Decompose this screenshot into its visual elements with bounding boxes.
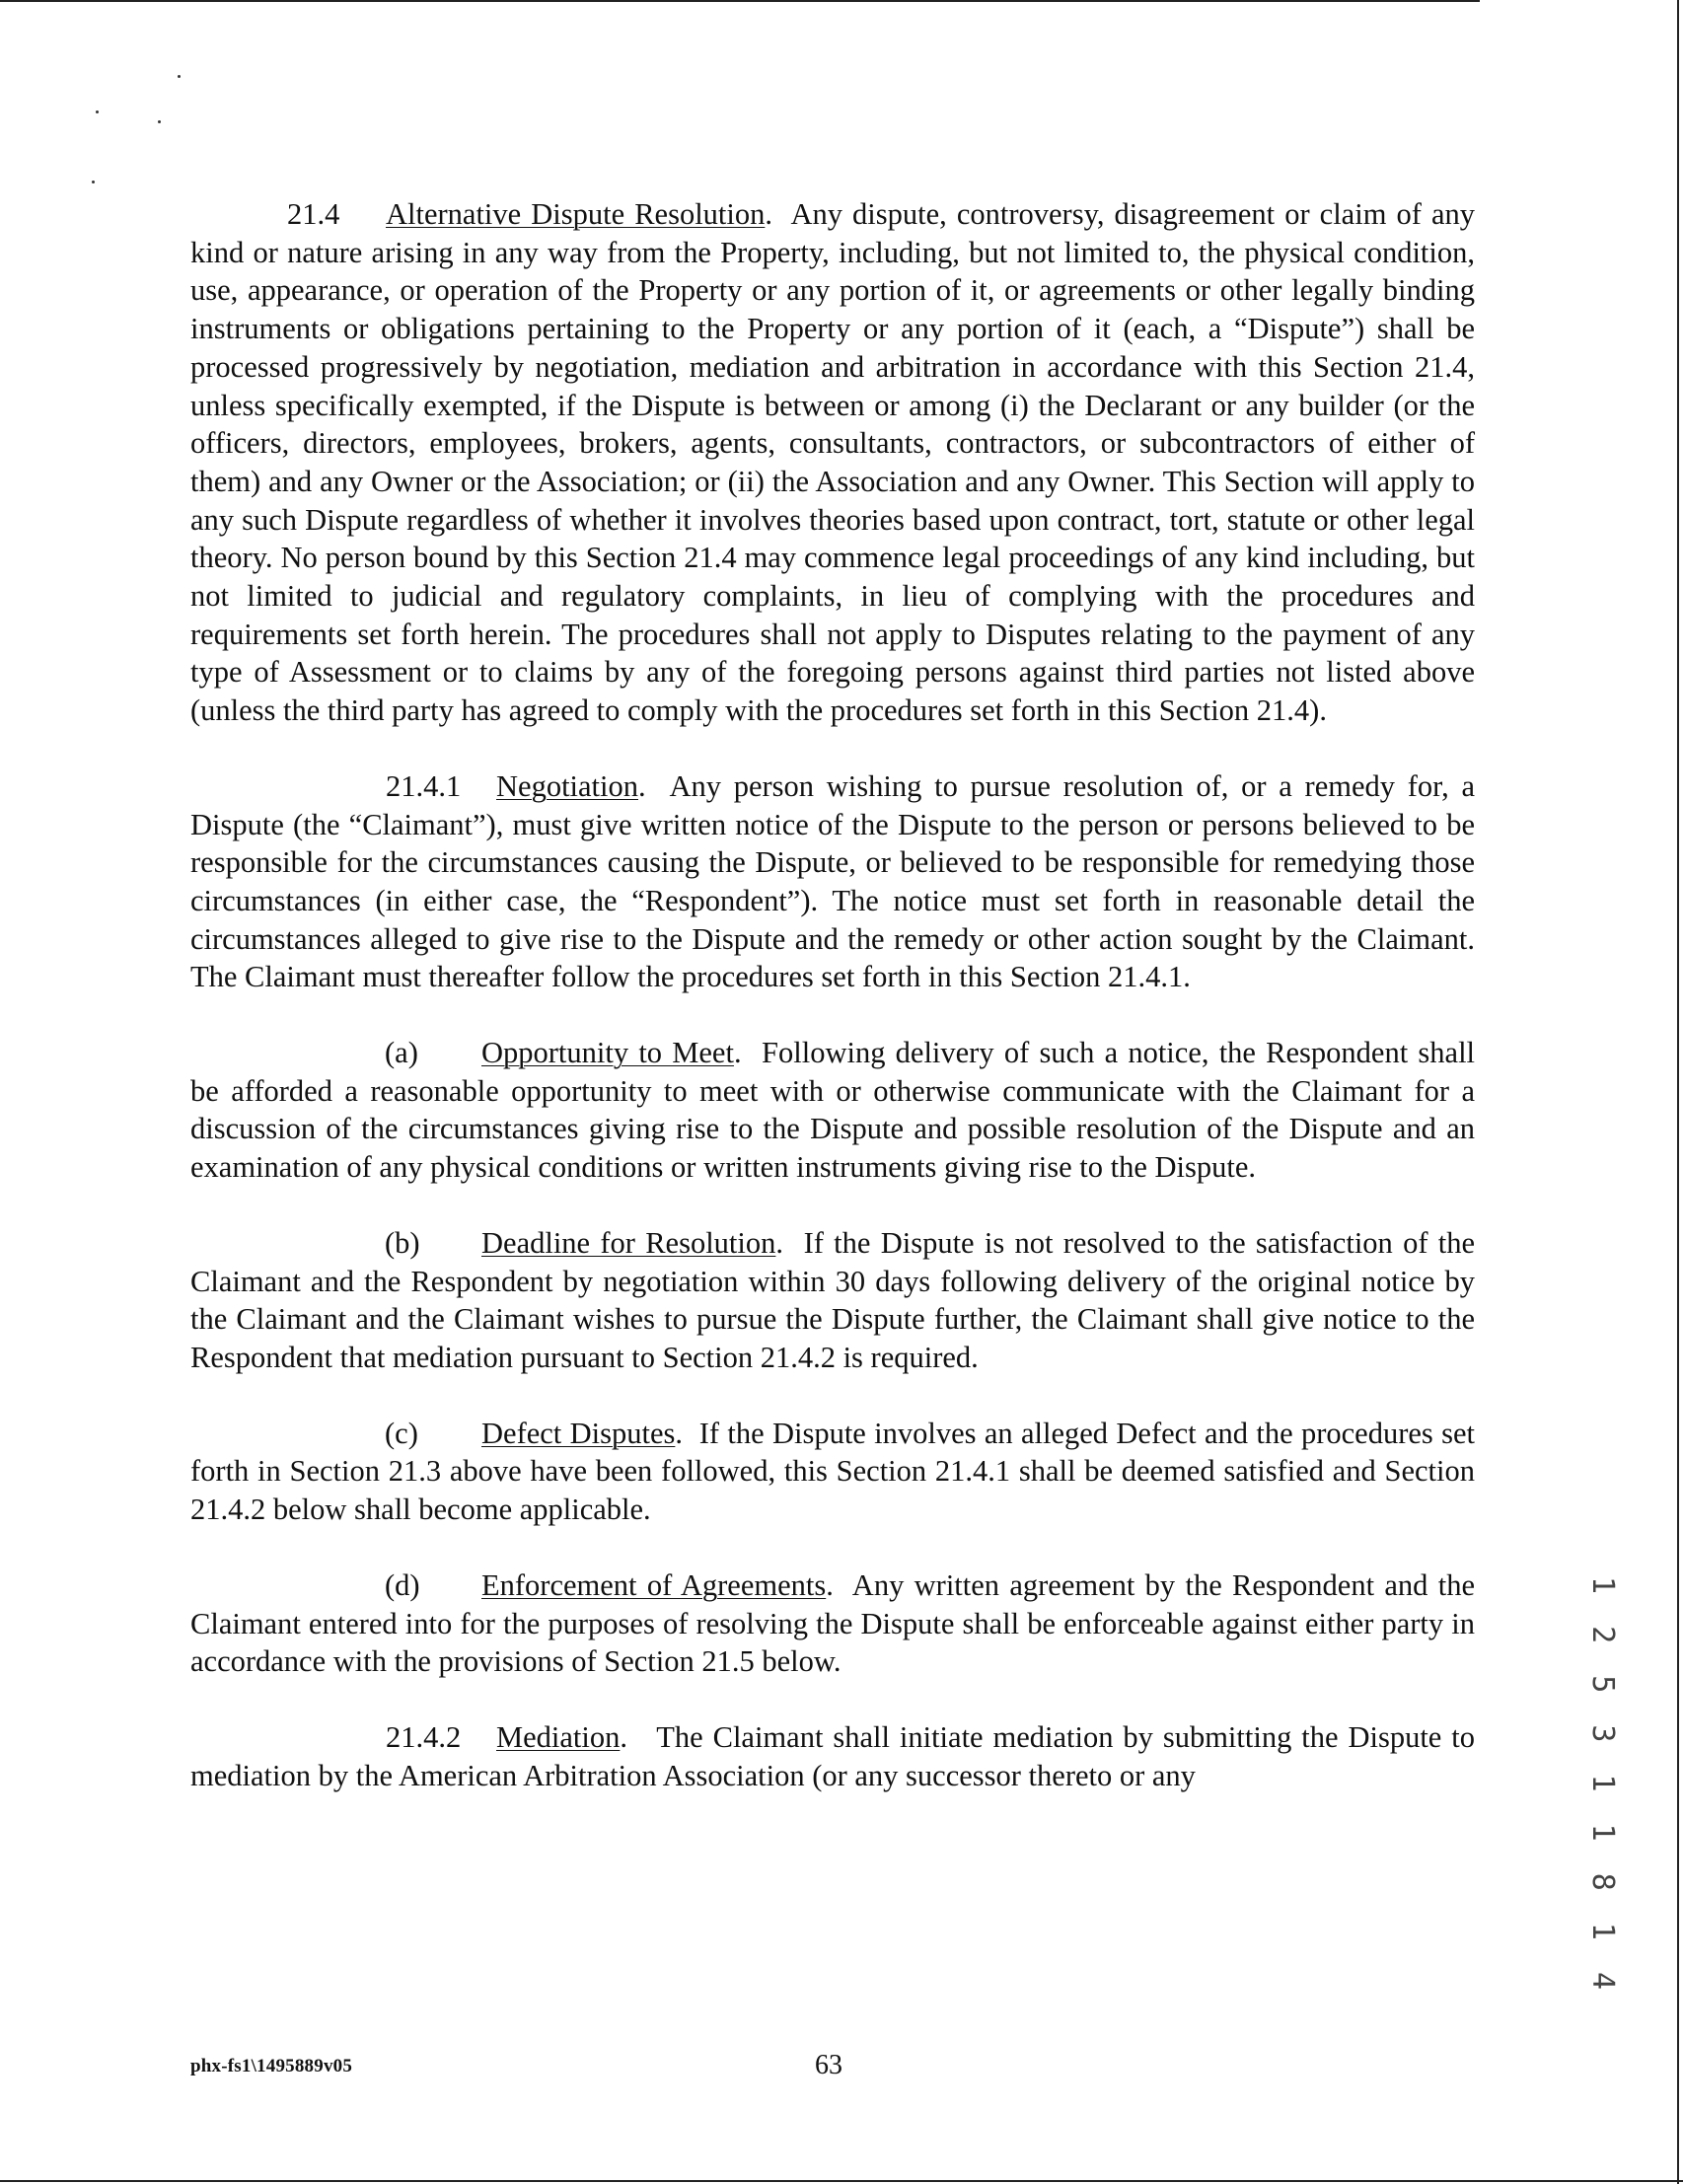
section-heading: Mediation <box>496 1719 621 1754</box>
subsection-heading: Enforcement of Agreements <box>481 1567 827 1602</box>
subsection-label: (c) <box>385 1416 418 1450</box>
subsection-label: (b) <box>385 1225 420 1260</box>
subsection-c: (c) Defect Disputes. If the Dispute involves an alleged Defect and the procedures set forth in Section 21.3 above have been followed, this Section 21.4.1 shall be deemed satisfied and Section 21.4.2 below shall become applicable. <box>190 1416 1476 1527</box>
footer-document-id: phx-fs1\1495889v05 <box>190 2056 353 2076</box>
subsection-text: Any written agreement by the Respondent and the Claimant entered into for the purposes of resolving the Dispute shall be enforceable against either party in accordance with the provisions of Section 21.5 below. <box>190 1567 1475 1679</box>
subsection-a: (a) Opportunity to Meet. Following delivery of such a notice, the Respondent shall be afforded a reasonable opportunity to meet with or otherwise communicate with the Claimant for a discussion of the circumstances giving rise to the Dispute and possible resolution of the Dispute and an examination of any physical conditions or written instruments giving rise to the Dispute. <box>190 1036 1476 1185</box>
subsection-label: (d) <box>385 1567 420 1602</box>
scan-speck <box>178 75 181 78</box>
subsection-text: Following delivery of such a notice, the Respondent shall be afforded a reasonable opportunity to meet with or otherwise communicate with the Claimant for a discussion of the circumstances giving rise to the Dispute and possible resolution of the Dispute and an examination of any physical conditions or written instruments giving rise to the Dispute. <box>190 1036 1476 1185</box>
scan-border-bottom <box>0 2180 1683 2182</box>
subsection-text: If the Dispute is not resolved to the satisfaction of the Claimant and the Respondent by negotiation within 30 days following delivery of the original notice by the Claimant and the Claimant wishes to pursue the Dispute further, the Claimant shall give notice to the Respondent that mediation pursuant to Section 21.4.2 is required. <box>190 1225 1476 1374</box>
document-body <box>190 195 1475 1794</box>
footer-page-number: 63 <box>815 2050 842 2080</box>
section-text: The Claimant shall initiate mediation by submitting the Dispute to mediation by the American Arbitration Association (or any successor thereto or any <box>190 1719 1475 1792</box>
subsection-heading: Deadline for Resolution <box>481 1225 776 1260</box>
scan-border-right <box>1677 0 1679 2184</box>
scan-speck <box>92 181 95 183</box>
section-number: 21.4.2 <box>386 1719 462 1754</box>
section-text: Any person wishing to pursue resolution of, or a remedy for, a Dispute (the “Claimant”), must give written notice of the Dispute to the person or persons believed to be responsible for the circumstances causing the Dispute, or believed to be responsible for remedying those circumstances (in either case, the “Respondent”). The notice must set forth in reasonable detail the circumstances alleged to give rise to the Dispute and the remedy or other action sought by the Claimant. The Claimant must thereafter follow the procedures set forth in this Section 21.4.1. <box>190 768 1475 994</box>
section-text: Any dispute, controversy, disagreement or claim of any kind or nature arising in any way from the Property, including, but not limited to, the physical condition, use, appearance, or operation of the Property or any portion of it, or agreements or other legally binding instruments or obligations pertaining to the Property or any portion of it (each, a “Dispute”) shall be processed progressively by negotiation, mediation and arbitration in accordance with this Section 21.4, unless specifically exempted, if the Dispute is between or among (i) the Declarant or any builder (or the officers, directors, employees, brokers, agents, consultants, contractors, or subcontractors of either of them) and any Owner or the Association; or (ii) the Association and any Owner. This Section will apply to any such Dispute regardless of whether it involves theories based upon contract, tort, statute or other legal theory. No person bound by this Section 21.4 may commence legal proceedings of any kind including, but not limited to judicial and regulatory complaints, in lieu of complying with the procedures and requirements set forth herein. The procedures shall not apply to Disputes relating to the payment of any type of Assessment or to claims by any of the foregoing persons against third parties not listed above (unless the third party has agreed to comply with the procedures set forth in this Section 21.4). <box>190 197 1475 728</box>
subsection-heading: Defect Disputes <box>481 1416 676 1450</box>
margin-stamp-text: 1 2 5 3 1 1 8 1 4 <box>1585 1576 1620 1998</box>
section-number: 21.4.1 <box>386 768 462 803</box>
margin-recording-stamp <box>1585 1576 1626 1998</box>
section-heading: Negotiation <box>496 768 638 803</box>
scan-speck <box>158 120 161 123</box>
section-heading: Alternative Dispute Resolution <box>386 197 766 231</box>
subsection-heading: Opportunity to Meet <box>481 1036 734 1070</box>
section-number: 21.4 <box>287 197 340 231</box>
subsection-label: (a) <box>385 1036 418 1070</box>
section-21-4-2: 21.4.2 Mediation. The Claimant shall initiate mediation by submitting the Dispute to mediation by the American Arbitration Association (or any successor thereto or any <box>190 1719 1475 1792</box>
subsection-b: (b) Deadline for Resolution. If the Dispute is not resolved to the satisfaction of the Claimant and the Respondent by negotiation within 30 days following delivery of the original notice by the Claimant and the Claimant wishes to pursue the Dispute further, the Claimant shall give notice to the Respondent that mediation pursuant to Section 21.4.2 is required. <box>190 1225 1476 1374</box>
subsection-d: (d) Enforcement of Agreements. Any written agreement by the Respondent and the Claimant entered into for the purposes of resolving the Dispute shall be enforceable against either party in accordance with the provisions of Section 21.5 below. <box>190 1567 1475 1679</box>
subsection-text: If the Dispute involves an alleged Defect and the procedures set forth in Section 21.3 above have been followed, this Section 21.4.1 shall be deemed satisfied and Section 21.4.2 below shall become applicable. <box>190 1416 1476 1527</box>
section-21-4: 21.4 Alternative Dispute Resolution. Any dispute, controversy, disagreement or claim of any kind or nature arising in any way from the Property, including, but not limited to, the physical condition, use, appearance, or operation of the Property or any portion of it, or agreements or other legally binding instruments or obligations pertaining to the Property or any portion of it (each, a “Dispute”) shall be processed progressively by negotiation, mediation and arbitration in accordance with this Section 21.4, unless specifically exempted, if the Dispute is between or among (i) the Declarant or any builder (or the officers, directors, employees, brokers, agents, consultants, contractors, or subcontractors of either of them) and any Owner or the Association; or (ii) the Association and any Owner. This Section will apply to any such Dispute regardless of whether it involves theories based upon contract, tort, statute or other legal theory. No person bound by this Section 21.4 may commence legal proceedings of any kind including, but not limited to judicial and regulatory complaints, in lieu of complying with the procedures and requirements set forth herein. The procedures shall not apply to Disputes relating to the payment of any type of Assessment or to claims by any of the foregoing persons against third parties not listed above (unless the third party has agreed to comply with the procedures set forth in this Section 21.4). <box>190 197 1475 728</box>
scan-speck <box>96 110 99 113</box>
scan-border-top <box>0 0 1480 2</box>
section-21-4-1: 21.4.1 Negotiation. Any person wishing to pursue resolution of, or a remedy for, a Dispute (the “Claimant”), must give written notice of the Dispute to the person or persons believed to be responsible for the circumstances causing the Dispute, or believed to be responsible for remedying those circumstances (in either case, the “Respondent”). The notice must set forth in reasonable detail the circumstances alleged to give rise to the Dispute and the remedy or other action sought by the Claimant. The Claimant must thereafter follow the procedures set forth in this Section 21.4.1. <box>190 768 1475 994</box>
